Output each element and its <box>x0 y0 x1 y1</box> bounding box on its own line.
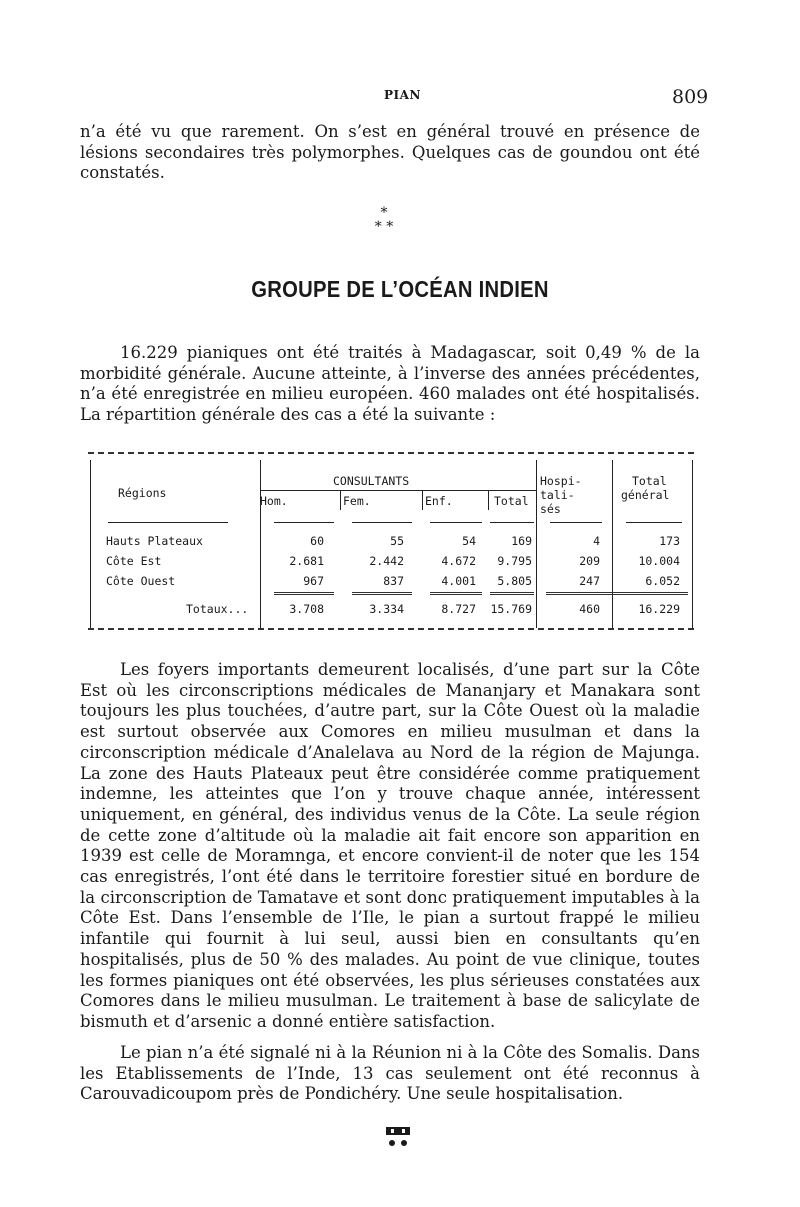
header-regions: Régions <box>118 486 167 500</box>
table-bottom-rule <box>88 628 694 630</box>
totals-rule <box>352 592 412 595</box>
footer-ornament-icon <box>383 1124 413 1150</box>
header-total: Total <box>494 494 529 508</box>
header-hosp-3: sés <box>540 502 561 516</box>
asterism-bottom: * * <box>374 219 394 235</box>
header-subrule <box>340 490 341 510</box>
cell-hom: 967 <box>303 574 324 588</box>
totals-rule <box>274 592 334 595</box>
cell-total: 169 <box>511 534 532 548</box>
cell-general: 6.052 <box>645 574 680 588</box>
cell-region: Hauts Plateaux <box>106 534 203 548</box>
header-underline <box>626 522 682 523</box>
total-hom: 3.708 <box>289 602 324 616</box>
cell-enf: 54 <box>462 534 476 548</box>
table-vrule <box>90 460 91 628</box>
cell-hom: 60 <box>310 534 324 548</box>
header-fem: Fem. <box>343 494 371 508</box>
cell-total: 5.805 <box>497 574 532 588</box>
cell-fem: 837 <box>383 574 404 588</box>
cases-table <box>88 452 698 642</box>
cell-fem: 55 <box>390 534 404 548</box>
table-vrule <box>692 460 693 628</box>
totals-rule <box>546 592 688 595</box>
header-general-1: Total <box>632 474 667 488</box>
header-underline <box>550 522 602 523</box>
header-rule <box>260 490 536 491</box>
asterism-top: * <box>380 205 388 221</box>
cell-hom: 2.681 <box>289 554 324 568</box>
total-enf: 8.727 <box>441 602 476 616</box>
totals-rule <box>430 592 482 595</box>
header-consultants: CONSULTANTS <box>333 474 410 488</box>
cell-region: Côte Ouest <box>106 574 176 588</box>
running-title: PIAN <box>384 88 421 102</box>
asterism-divider <box>372 206 396 234</box>
header-underline <box>490 522 534 523</box>
header-hom: Hom. <box>260 494 288 508</box>
paragraph-analysis: Les foyers importants demeurent localisés, d’une part sur la Côte Est où les circonscriptions médicales de Mananjary et Manakara sont toujours les plus touchées, d’autre part, sur la Côte Ouest où la maladie est surtout observée aux Comores en milieu musulman et dans la circonscription médicale d’Analelava au Nord de la région de Majunga. La zone des Hauts Plateaux peut être considérée comme pratiquement indemne, les atteintes que l’on y trouve chaque année, intéressent uniquement, en général, des individus venus de la Côte. La seule région de cette zone d’altitude où la maladie ait fait encore son apparition en 1939 est celle de Moramnga, et encore convient-il de noter que les 154 cas enregistrés, l’ont été dans le territoire forestier situé en bordure de la circonscription de Tamatave et sont donc pratiquement imputables à la Côte Est. Dans l’ensemble de l’Ile, le pian a surtout frappé le milieu infantile qui fournit à lui seul, aussi bien en consultants qu’en hospitalisés, plus de 50 % des malades. Au point de vue clinique, toutes les formes pianiques ont été observées, les plus sérieuses constatées aux Comores dans le milieu musulman. Le traitement à base de salicylate de bismuth et d’arsenic a donné entière satisfaction. <box>80 660 700 1031</box>
header-enf: Enf. <box>425 494 453 508</box>
header-hosp-1: Hospi- <box>540 474 582 488</box>
section-title: GROUPE DE L’OCÉAN INDIEN <box>251 276 549 302</box>
table-vrule <box>260 460 261 628</box>
cell-enf: 4.672 <box>441 554 476 568</box>
cell-enf: 4.001 <box>441 574 476 588</box>
paragraph-other-territories: Le pian n’a été signalé ni à la Réunion ni à la Côte des Somalis. Dans les Etablissements de l’Inde, 13 cas seulement ont été reconnus à Carouvadicoupom près de Pondichéry. Une seule hospitalisation. <box>80 1043 700 1104</box>
cell-hosp: 4 <box>593 534 600 548</box>
running-head <box>0 86 800 110</box>
cell-hosp: 247 <box>579 574 600 588</box>
cell-general: 10.004 <box>638 554 680 568</box>
cell-fem: 2.442 <box>369 554 404 568</box>
table-vrule <box>612 460 613 628</box>
header-underline <box>352 522 412 523</box>
total-general: 16.229 <box>638 602 680 616</box>
paragraph-statistics: 16.229 pianiques ont été traités à Madagascar, soit 0,49 % de la morbidité générale. Aucune atteinte, à l’inverse des années précédentes, n’a été enregistrée en milieu européen. 460 malades ont été hospitalisés. La répartition générale des cas a été la suivante : <box>80 343 700 425</box>
table-vrule <box>536 460 537 628</box>
page-number: 809 <box>672 86 709 108</box>
cell-region: Côte Est <box>106 554 162 568</box>
header-hosp-2: tali- <box>540 488 575 502</box>
totals-label: Totaux... <box>186 602 249 616</box>
paragraph-intro: n’a été vu que rarement. On s’est en général trouvé en présence de lésions secondaires très polymorphes. Quelques cas de goundou ont été constatés. <box>80 122 700 183</box>
totals-rule <box>490 592 534 595</box>
cell-general: 173 <box>659 534 680 548</box>
header-underline <box>274 522 334 523</box>
cell-hosp: 209 <box>579 554 600 568</box>
header-subrule <box>488 490 489 510</box>
header-general-2: général <box>621 488 670 502</box>
total-total: 15.769 <box>490 602 532 616</box>
table-top-rule <box>88 452 694 454</box>
header-underline <box>108 522 228 523</box>
header-subrule <box>422 490 423 510</box>
total-fem: 3.334 <box>369 602 404 616</box>
header-underline <box>430 522 482 523</box>
total-hosp: 460 <box>579 602 600 616</box>
cell-total: 9.795 <box>497 554 532 568</box>
